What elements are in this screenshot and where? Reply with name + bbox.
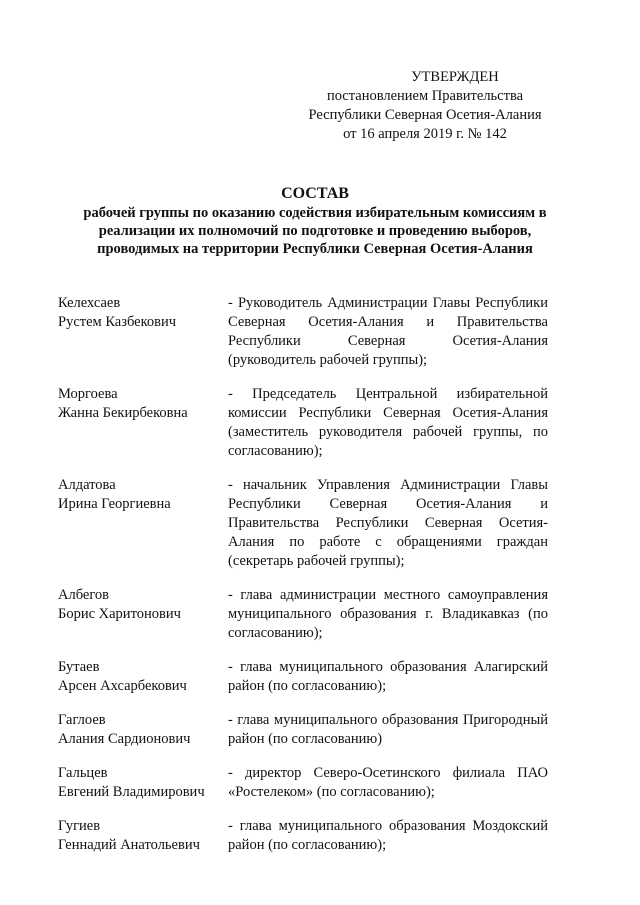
member-surname: Албегов [58,587,110,603]
members-list [58,294,558,870]
approval-block [300,68,550,144]
member-surname: Гальцев [58,765,108,781]
title-line-2: реализации их полномочий по подготовке и проведению выборов, [98,223,532,239]
member-given-name: Арсен Ахсарбекович [58,678,187,694]
title-heading: СОСТАВ [281,185,349,202]
member-given-name: Геннадий Анатольевич [58,837,200,853]
member-entry [58,476,558,571]
member-name [58,586,228,643]
member-role: - Руководитель Администрации Главы Республики Северная Осетия-Алания и Правительства Республики Северная Осетия-Алания (руководитель рабочей группы); [228,295,548,368]
member-role: - начальник Управления Администрации Главы Республики Северная Осетия-Алания и Правительства Республики Северная Осетия-Алания по работе с обращениями граждан (секретарь рабочей группы); [228,477,548,569]
member-given-name: Рустем Казбекович [58,314,177,330]
member-surname: Гугиев [58,818,101,834]
member-entry [58,817,558,855]
member-name [58,294,228,370]
member-surname: Алдатова [58,477,116,493]
approval-title: УТВЕРЖДЕН [411,69,499,85]
member-role: - Председатель Центральной избирательной комиссии Республики Северная Осетия-Алания (заместитель руководителя рабочей группы, по согласованию); [228,386,548,459]
member-name [58,711,228,749]
member-role: - глава администрации местного самоуправления муниципального образования г. Владикавказ (по согласованию); [228,587,548,641]
member-name [58,385,228,461]
member-surname: Келехсаев [58,295,121,311]
member-name [58,764,228,802]
member-role: - глава муниципального образования Моздокский район (по согласованию); [228,818,548,853]
member-entry [58,586,558,643]
title-line-1: рабочей группы по оказанию содействия избирательным комиссиям в [83,205,547,221]
member-role: - глава муниципального образования Алагирский район (по согласованию); [228,659,548,694]
member-role: - директор Северо-Осетинского филиала ПАО «Ростелеком» (по согласованию); [228,765,548,800]
member-given-name: Борис Харитонович [58,606,181,622]
member-given-name: Ирина Георгиевна [58,496,171,512]
approval-line-2: постановлением Правительства [326,88,524,104]
member-surname: Бутаев [58,659,100,675]
approval-date: от 16 апреля 2019 г. № 142 [343,126,507,142]
member-name [58,476,228,571]
member-given-name: Евгений Владимирович [58,784,205,800]
member-surname: Моргоева [58,386,118,402]
document-title [40,184,590,258]
member-entry [58,711,558,749]
member-given-name: Алания Сардионович [58,731,191,747]
member-entry [58,658,558,696]
member-surname: Гаглоев [58,712,106,728]
member-entry [58,385,558,461]
member-name [58,658,228,696]
member-entry [58,764,558,802]
approval-line-3: Республики Северная Осетия-Алания [308,107,542,123]
title-line-3: проводимых на территории Республики Северная Осетия-Алания [97,241,533,257]
member-entry [58,294,558,370]
member-name [58,817,228,855]
member-given-name: Жанна Бекирбековна [58,405,188,421]
member-role: - глава муниципального образования Пригородный район (по согласованию) [228,712,548,747]
